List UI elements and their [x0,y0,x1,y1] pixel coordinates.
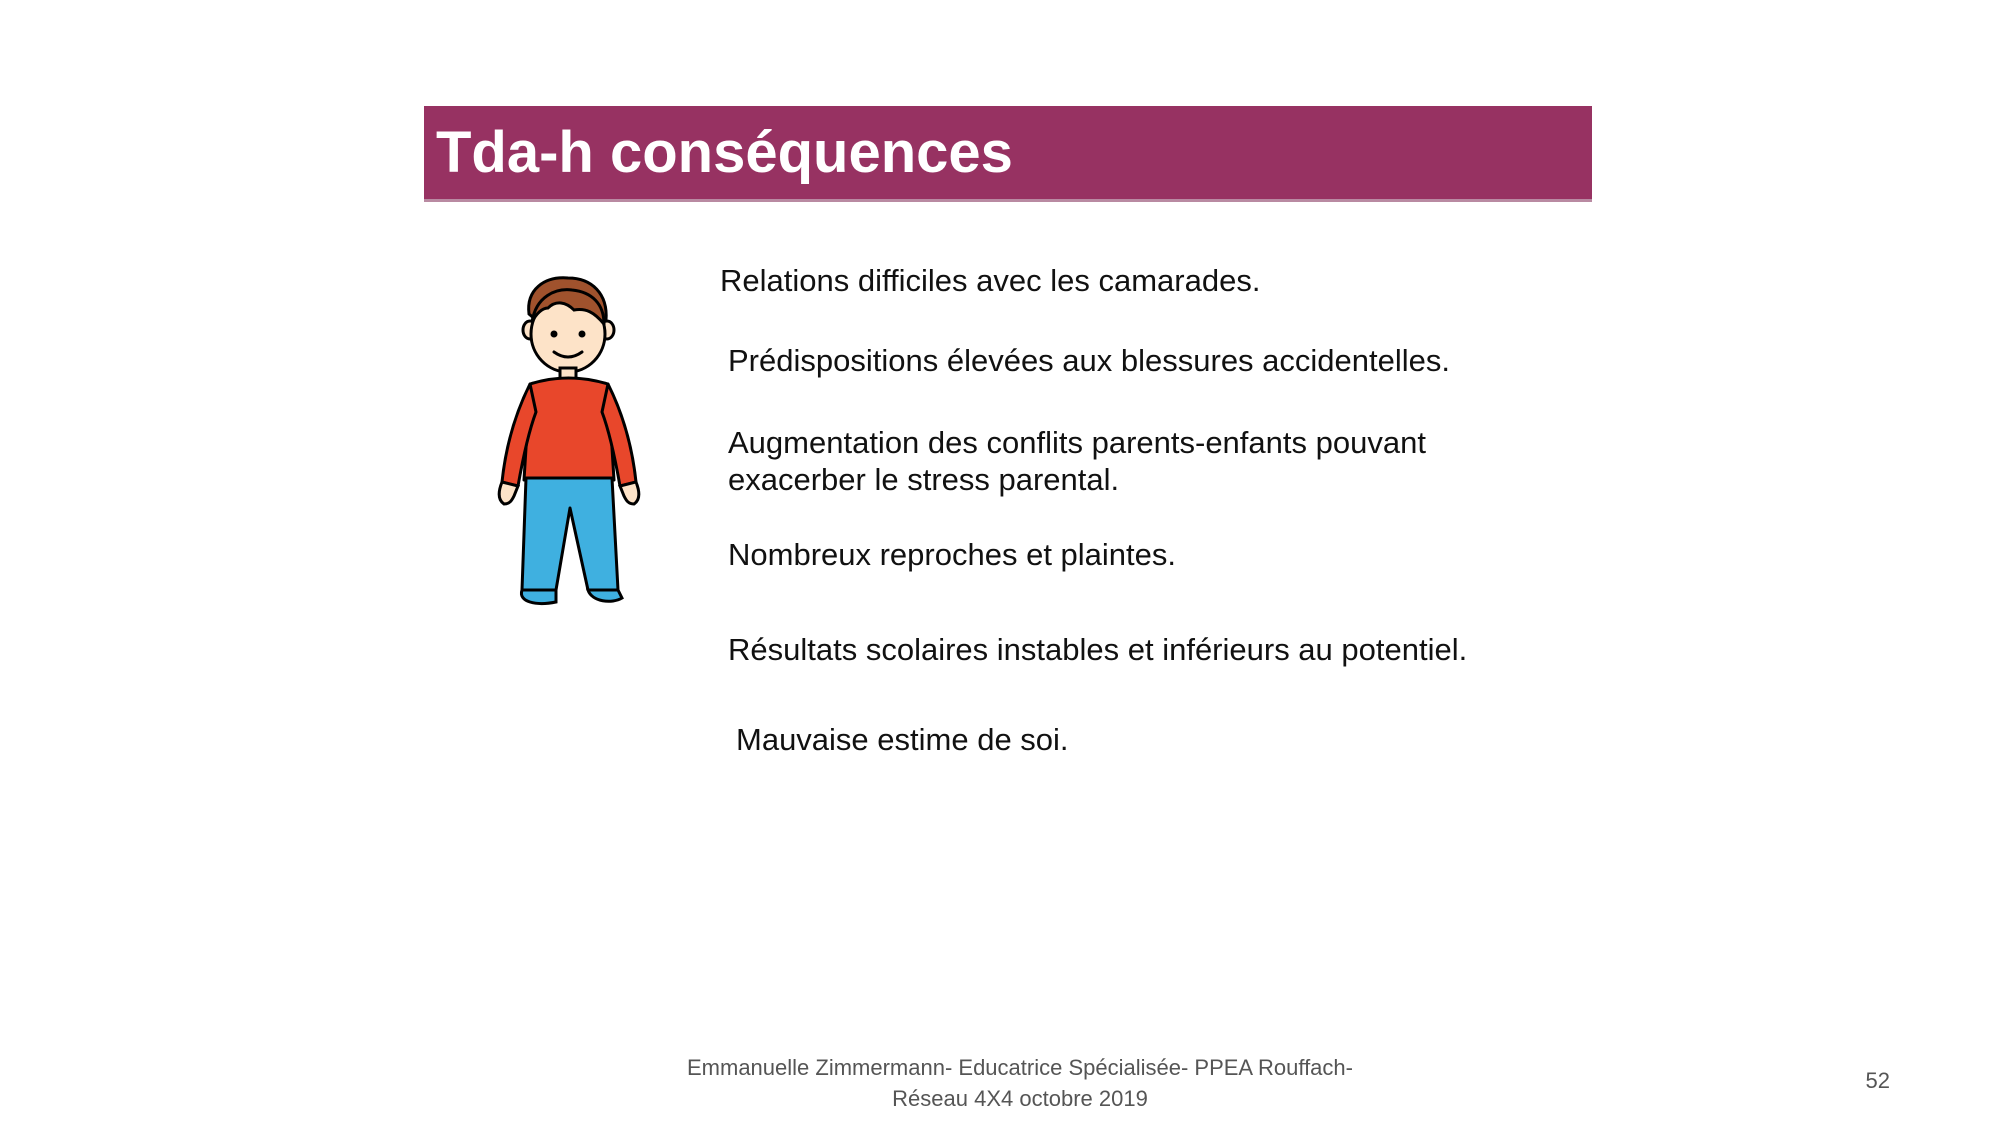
list-item: Mauvaise estime de soi. [736,722,1069,757]
list-item: Prédispositions élevées aux blessures accidentelles. [728,343,1451,378]
list-item: Augmentation des conflits parents-enfants pouvant exacerber le stress parental. [728,425,1426,497]
list-item: Nombreux reproches et plaintes. [728,537,1177,572]
child-standing-icon [496,272,646,607]
list-item: Relations difficiles avec les camarades. [720,263,1261,298]
footer [620,1052,1420,1114]
footer-line-1: Emmanuelle Zimmermann- Educatrice Spécialisée- PPEA Rouffach- [687,1055,1353,1080]
page-number: 52 [1865,1068,1890,1093]
list-item: Résultats scolaires instables et inférieurs au potentiel. [728,632,1468,667]
slide-title: Tda-h conséquences [436,120,1013,185]
footer-line-2: Réseau 4X4 octobre 2019 [892,1086,1148,1111]
title-bar [424,106,1592,202]
